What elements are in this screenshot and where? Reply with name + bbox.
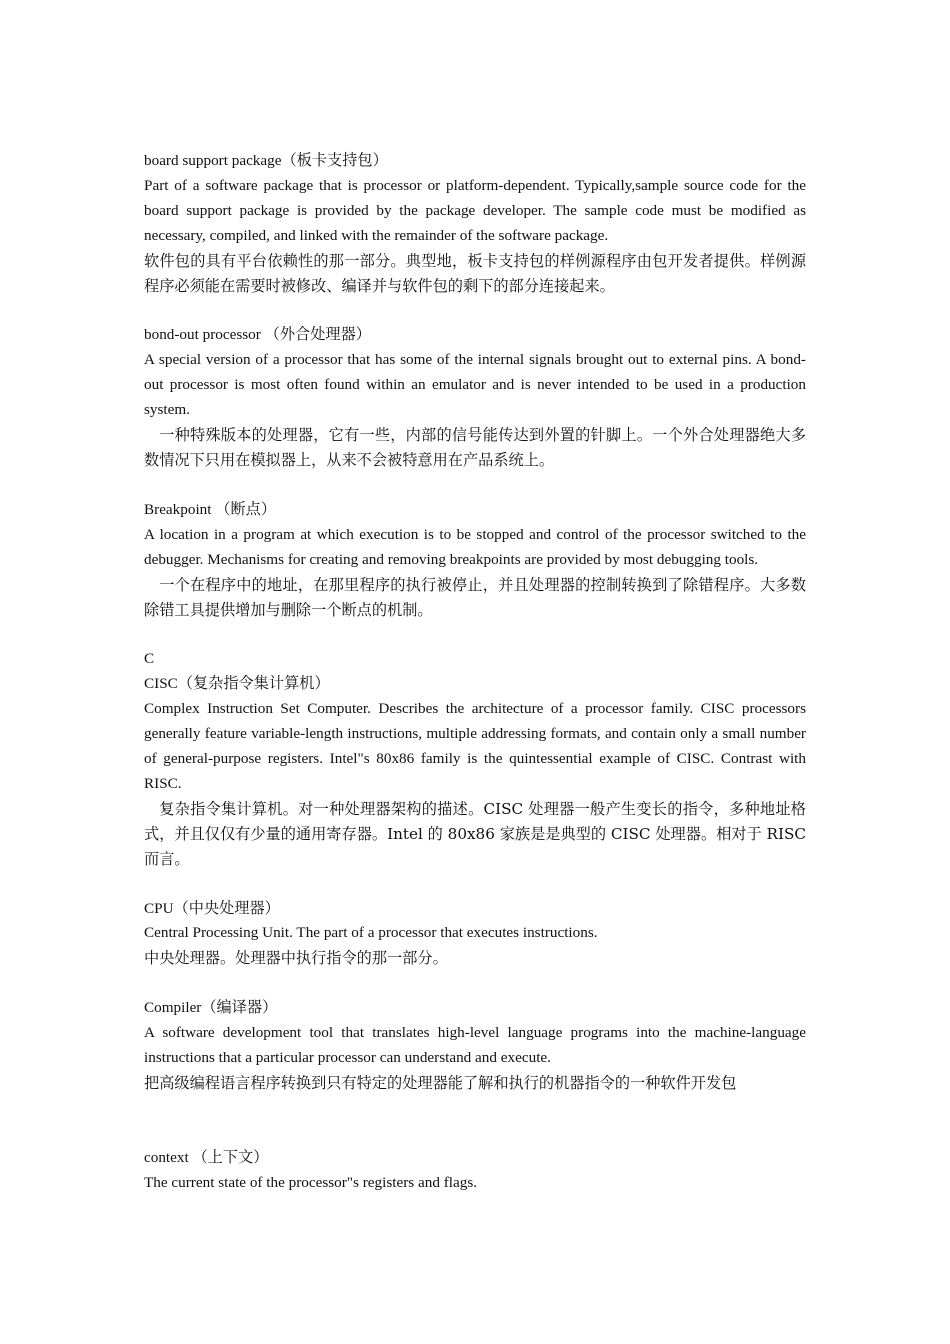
entry-english-definition: Part of a software package that is processor or platform-dependent. Typically,sample source code for the board support package is provided by the package developer. The sample code must be modified as necessary, compiled, and linked with the remainder of the software package. — [144, 176, 806, 244]
entry-term: Breakpoint （断点） — [144, 500, 277, 518]
entry-chinese-definition: 复杂指令集计算机。对一种处理器架构的描述。CISC 处理器一般产生变长的指令，多种地址格式，并且仅仅有少量的通用寄存器。Intel 的 80x86 家族是是典型的 CISC 处理器。相对于 RISC 而言。 — [144, 799, 806, 868]
glossary-entry-cisc — [144, 647, 806, 871]
spacer — [144, 298, 806, 323]
spacer — [144, 872, 806, 897]
entry-english-definition: Complex Instruction Set Computer. Describes the architecture of a processor family. CISC processors generally feature variable-length instructions, multiple addressing formats, and contain only a small number of general-purpose registers. Intel"s 80x86 family is the quintessential example of CISC. Contrast with RISC. — [144, 700, 806, 792]
entry-chinese-definition: 一种特殊版本的处理器，它有一些，内部的信号能传达到外置的针脚上。一个外合处理器绝大多数情况下只用在模拟器上，从来不会被特意用在产品系统上。 — [144, 426, 806, 469]
document-page — [144, 149, 806, 1196]
entry-english-definition: Central Processing Unit. The part of a processor that executes instructions. — [144, 924, 598, 942]
glossary-entry-compiler — [144, 996, 806, 1096]
glossary-entry-breakpoint — [144, 498, 806, 623]
glossary-entry-bond-out-processor — [144, 323, 806, 472]
entry-english-definition: The current state of the processor"s registers and flags. — [144, 1173, 478, 1191]
entry-term: CISC（复杂指令集计算机） — [144, 675, 330, 693]
glossary-entry-board-support-package — [144, 149, 806, 298]
entry-term: context （上下文） — [144, 1148, 269, 1166]
section-letter: C — [144, 650, 155, 668]
entry-chinese-definition: 把高级编程语言程序转换到只有特定的处理器能了解和执行的机器指令的一种软件开发包 — [144, 1074, 737, 1092]
spacer — [144, 971, 806, 996]
spacer — [144, 473, 806, 498]
entry-term: Compiler（编译器） — [144, 999, 278, 1017]
glossary-entry-cpu — [144, 897, 806, 972]
glossary-entry-context — [144, 1146, 806, 1196]
entry-chinese-definition: 中央处理器。处理器中执行指令的那一部分。 — [144, 949, 448, 968]
entry-english-definition: A special version of a processor that has some of the internal signals brought out to external pins. A bond-out processor is most often found within an emulator and is never intended to be used in a production system. — [144, 351, 806, 419]
entry-term: board support package（板卡支持包） — [144, 152, 388, 169]
entry-chinese-definition: 软件包的具有平台依赖性的那一部分。典型地，板卡支持包的样例源程序由包开发者提供。样例源程序必须能在需要时被修改、编译并与软件包的剩下的部分连接起来。 — [144, 251, 806, 295]
entry-english-definition: A software development tool that translates high-level language programs into the machine-language instructions that a particular processor can understand and execute. — [144, 1024, 806, 1067]
entry-term: bond-out processor （外合处理器） — [144, 326, 371, 344]
entry-english-definition: A location in a program at which execution is to be stopped and control of the processor switched to the debugger. Mechanisms for creating and removing breakpoints are provided by most debugging tools. — [144, 525, 806, 568]
spacer — [144, 622, 806, 647]
entry-term: CPU（中央处理器） — [144, 899, 280, 917]
entry-chinese-definition: 一个在程序中的地址，在那里程序的执行被停止，并且处理器的控制转换到了除错程序。大多数除错工具提供增加与删除一个断点的机制。 — [144, 575, 806, 619]
spacer — [144, 1096, 806, 1146]
